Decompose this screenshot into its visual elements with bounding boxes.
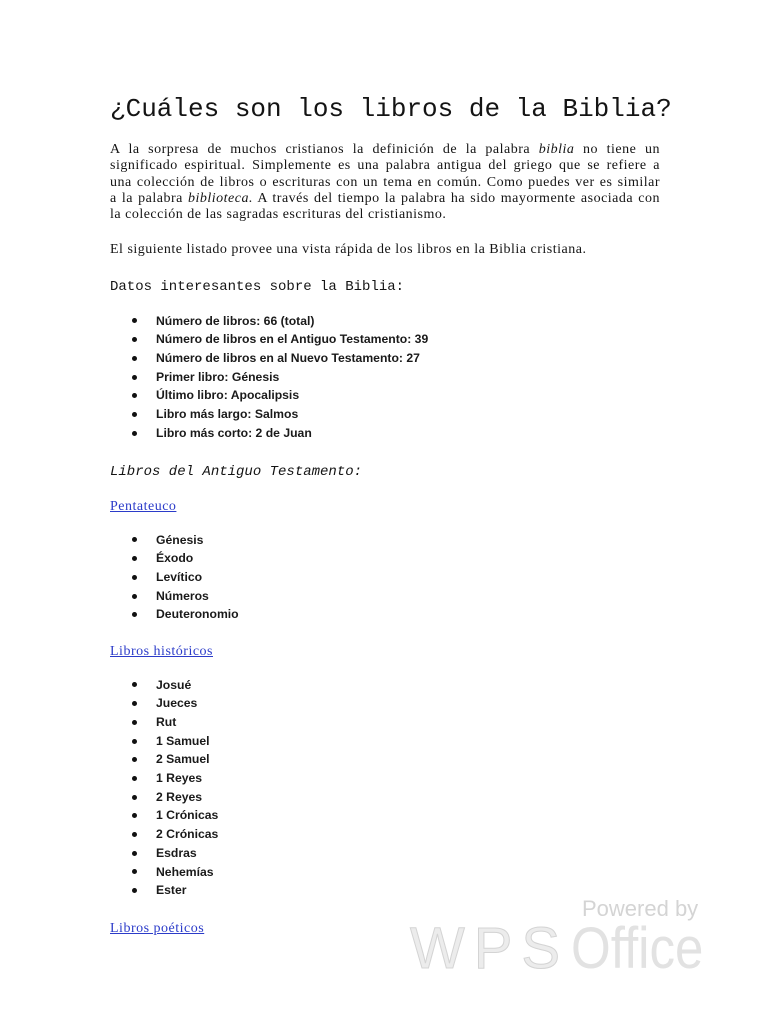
book-item: 2 Crónicas	[110, 825, 218, 844]
book-item: Génesis	[110, 531, 239, 550]
list-item: Último libro: Apocalipsis	[110, 386, 428, 405]
text-run: la colección de las sagradas escrituras del cristianismo.	[110, 207, 447, 222]
list-item: Libro más largo: Salmos	[110, 405, 428, 424]
book-item: 2 Samuel	[110, 750, 218, 769]
book-item: Éxodo	[110, 549, 239, 568]
pentateuco-link[interactable]: Pentateuco	[110, 499, 177, 514]
powered-by-label: Powered by	[582, 896, 699, 921]
intro-line	[110, 191, 660, 207]
book-item: Jueces	[110, 694, 218, 713]
text-run: a la palabra	[110, 190, 188, 206]
book-item: 1 Samuel	[110, 732, 218, 751]
intro-line	[110, 142, 660, 158]
list-item: Número de libros: 66 (total)	[110, 312, 428, 331]
book-item: Josué	[110, 676, 218, 695]
text-run: una colección de libros o escrituras con un tema en común. Como puedes ver es similar	[110, 174, 660, 190]
intro-line	[110, 175, 660, 191]
intro-line	[110, 207, 660, 223]
intro-line	[110, 158, 660, 174]
libros-poeticos-link[interactable]: Libros poéticos	[110, 921, 205, 936]
facts-list	[110, 312, 428, 443]
list-item: Primer libro: Génesis	[110, 368, 428, 387]
text-run: A la sorpresa de muchos cristianos la definición de la palabra	[110, 142, 539, 157]
libros-historicos-link[interactable]: Libros históricos	[110, 644, 213, 659]
book-item: 1 Crónicas	[110, 806, 218, 825]
book-item: Levítico	[110, 568, 239, 587]
list-item: Libro más corto: 2 de Juan	[110, 424, 428, 443]
book-item: Esdras	[110, 844, 218, 863]
text-run: A través del tiempo la palabra ha sido mayormente asociada con	[253, 190, 660, 206]
book-item: Números	[110, 587, 239, 606]
facts-heading: Datos interesantes sobre la Biblia:	[110, 279, 405, 295]
list-item: Número de libros en al Nuevo Testamento: 27	[110, 349, 428, 368]
text-run: significado espiritual. Simplemente es una palabra antigua del griego que se refiere a	[110, 158, 660, 174]
list-item: Número de libros en el Antiguo Testamento: 39	[110, 330, 428, 349]
book-item: Rut	[110, 713, 218, 732]
wps-logo-word: Office	[571, 916, 704, 981]
historicos-book-list	[110, 676, 218, 900]
wps-logo-mark: WPS	[410, 916, 570, 981]
book-item: Nehemías	[110, 863, 218, 882]
intro-paragraph	[110, 142, 660, 223]
page-title: ¿Cuáles son los libros de la Biblia?	[110, 94, 672, 124]
book-item: Ester	[110, 881, 218, 900]
pentateuco-book-list	[110, 531, 239, 624]
summary-paragraph: El siguiente listado provee una vista rápida de los libros en la Biblia cristiana.	[110, 242, 587, 257]
book-item: 2 Reyes	[110, 788, 218, 807]
text-run: no tiene un	[574, 142, 660, 157]
italic-term: biblioteca.	[188, 190, 253, 206]
book-item: Deuteronomio	[110, 605, 239, 624]
old-testament-heading: Libros del Antiguo Testamento:	[110, 464, 363, 480]
italic-term: biblia	[538, 142, 575, 157]
book-item: 1 Reyes	[110, 769, 218, 788]
